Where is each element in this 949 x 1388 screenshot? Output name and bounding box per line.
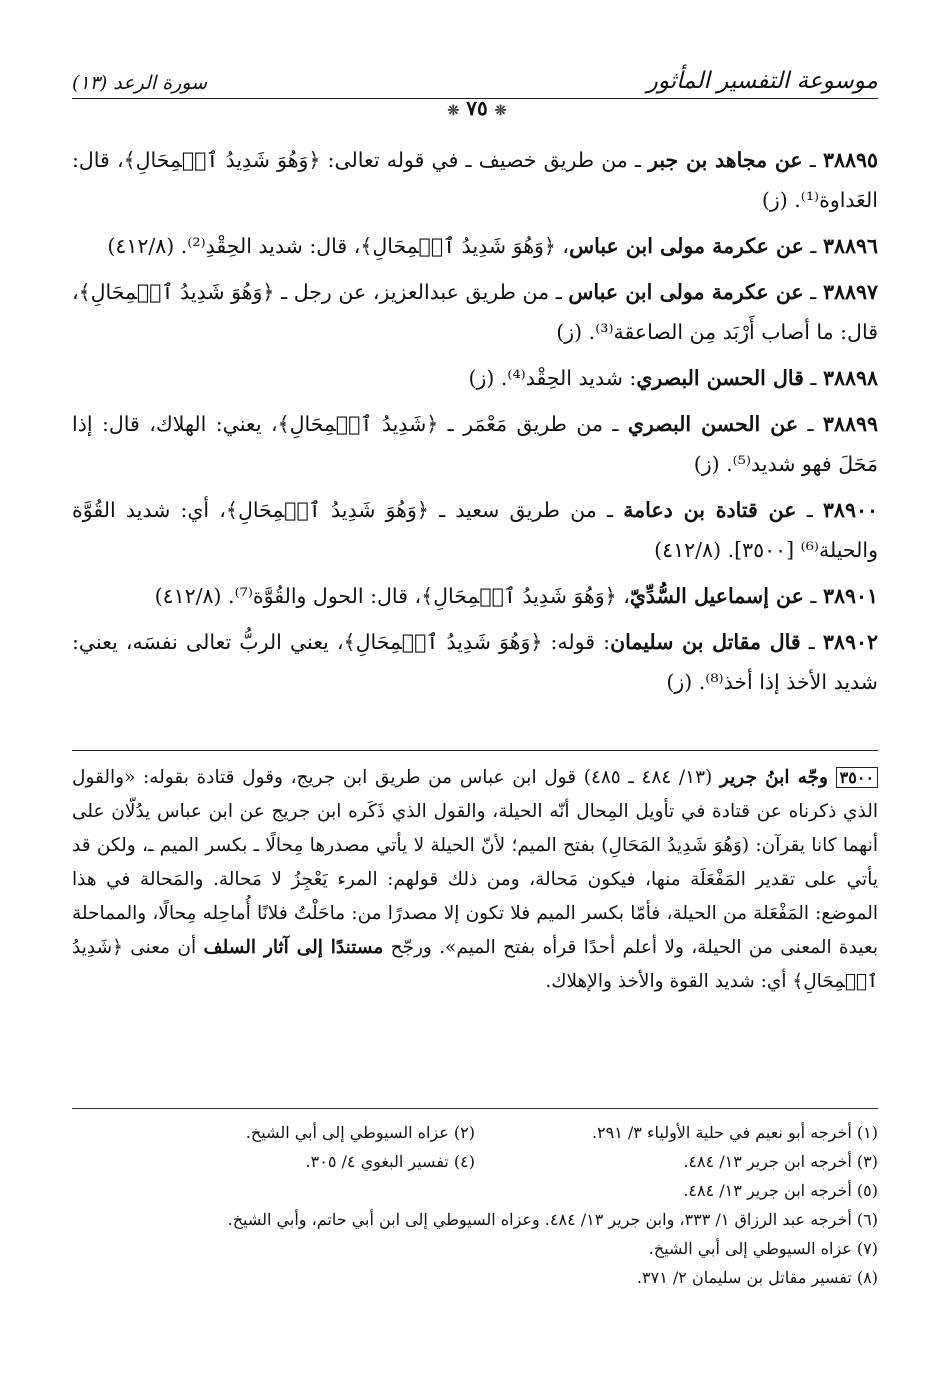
narration-text: : قوله: ﴿وَهُوَ شَدِيدُ ٱلۡمِحَالِ﴾، يعني الربُّ تعالى نفسَه، يعني: شديد الأخذ إذا أخذ⁽⁸⁾. (ز) — [72, 630, 878, 694]
commentary-lead: وجّه ابنُ جرير — [719, 767, 828, 788]
narration-text: : شديد الحِقْد⁽⁴⁾. (ز) — [468, 366, 637, 390]
page-number: ٧٥ — [466, 96, 488, 120]
narrator-name: قال الحسن البصري — [636, 366, 804, 390]
narration-item: ٣٨٩٠١ ـ عن إسماعيل السُّدِّيّ، ﴿وَهُوَ شَدِيدُ ٱلۡمِحَالِ﴾، قال: الحول والقُوَّة⁽⁷⁾. (٤١٢/٨) — [154, 584, 878, 608]
header-rule — [72, 98, 878, 99]
narration-item: ٣٨٨٩٥ ـ عن مجاهد بن جبر ـ من طريق خصيف ـ في قوله تعالى: ﴿وَهُوَ شَدِيدُ ٱلۡمِحَالِ﴾، قال: العَداوة⁽¹⁾. (ز) — [72, 148, 878, 212]
narrator-name: عن الحسن البصري — [627, 412, 799, 436]
footnote: (٣) أخرجه ابن جرير ١٣/ ٤٨٤. — [683, 1152, 878, 1171]
narration-text: ـ من طريق خصيف ـ في قوله تعالى: ﴿وَهُوَ شَدِيدُ ٱلۡمِحَالِ﴾، قال: العَداوة⁽¹⁾. (ز) — [72, 148, 878, 212]
commentary-block — [72, 750, 878, 999]
narration-text: ، ﴿وَهُوَ شَدِيدُ ٱلۡمِحَالِ﴾، قال: الحول والقُوَّة⁽⁷⁾. (٤١٢/٨) — [154, 584, 630, 608]
narration-item: ٣٨٨٩٦ ـ عن عكرمة مولى ابن عباس، ﴿وَهُوَ شَدِيدُ ٱلۡمِحَالِ﴾، قال: شديد الحِقْدِ⁽²⁾. (٤١٢/٨) — [107, 234, 878, 258]
narrations — [72, 140, 878, 708]
narration-item: ٣٨٩٠٠ ـ عن قتادة بن دعامة ـ من طريق سعيد ـ ﴿وَهُوَ شَدِيدُ ٱلۡمِحَالِ﴾، أي: شديد القُوَّة والحيلة⁽⁶⁾ [٣٥٠٠]. (٤١٢/٨) — [72, 498, 878, 562]
narrator-name: عن عكرمة مولى ابن عباس — [568, 280, 804, 304]
narration-number: ٣٨٨٩٩ — [822, 412, 878, 436]
footnote: (١) أخرجه أبو نعيم في حلية الأولياء ٣/ ٢٩١. — [591, 1123, 878, 1142]
footnote: (٧) عزاه السيوطي إلى أبي الشيخ. — [648, 1239, 878, 1258]
narrator-name: عن إسماعيل السُّدِّيّ — [629, 584, 804, 608]
narrator-name: عن عكرمة مولى ابن عباس — [569, 234, 804, 258]
narration-text: ، ﴿وَهُوَ شَدِيدُ ٱلۡمِحَالِ﴾، قال: شديد الحِقْدِ⁽²⁾. (٤١٢/٨) — [107, 234, 570, 258]
narration-number: ٣٨٩٠٠ — [822, 498, 878, 522]
narration-text: ـ من طريق مَعْمَر ـ ﴿شَدِيدُ ٱلۡمِحَالِ﴾، يعني: الهلاك، قال: إذا مَحَلَ فهو شديد⁽⁵⁾. (ز) — [72, 412, 878, 476]
narration-item: ٣٨٨٩٨ ـ قال الحسن البصري: شديد الحِقْد⁽⁴⁾. (ز) — [468, 366, 878, 390]
footnote-rule — [72, 1108, 878, 1109]
narration-text: ـ من طريق سعيد ـ ﴿وَهُوَ شَدِيدُ ٱلۡمِحَالِ﴾، أي: شديد القُوَّة والحيلة⁽⁶⁾ [٣٥٠٠]. (٤١٢/٨) — [72, 498, 878, 562]
footnote: (٦) أخرجه عبد الرزاق ١/ ٣٣٣، وابن جرير ١٣/ ٤٨٤. وعزاه السيوطي إلى ابن أبي حاتم، وأبي الشيخ. — [227, 1210, 878, 1229]
narration-text: ـ من طريق عبدالعزيز، عن رجل ـ ﴿وَهُوَ شَدِيدُ ٱلۡمِحَالِ﴾، قال: ما أصاب أَرْبَد مِن الصاعقة⁽³⁾. (ز) — [72, 280, 878, 344]
ornament-icon: ❊ — [447, 103, 460, 119]
page-header — [72, 66, 878, 126]
narration-item: ٣٨٨٩٧ ـ عن عكرمة مولى ابن عباس ـ من طريق عبدالعزيز، عن رجل ـ ﴿وَهُوَ شَدِيدُ ٱلۡمِحَالِ﴾، قال: ما أصاب أَرْبَد مِن الصاعقة⁽³⁾. (ز) — [72, 280, 878, 344]
narration-item: ٣٨٩٠٢ ـ قال مقاتل بن سليمان: قوله: ﴿وَهُوَ شَدِيدُ ٱلۡمِحَالِ﴾، يعني الربُّ تعالى نفسَه، يعني: شديد الأخذ إذا أخذ⁽⁸⁾. (ز) — [72, 630, 878, 694]
narration-number: ٣٨٨٩٥ — [822, 148, 878, 172]
page-number-block — [422, 96, 532, 120]
narration-number: ٣٨٨٩٦ — [822, 234, 878, 258]
surah-title: سورة الرعد (١٣) — [72, 72, 208, 94]
footnote: (٥) أخرجه ابن جرير ١٣/ ٤٨٤. — [683, 1181, 878, 1200]
narration-item: ٣٨٨٩٩ ـ عن الحسن البصري ـ من طريق مَعْمَر ـ ﴿شَدِيدُ ٱلۡمِحَالِ﴾، يعني: الهلاك، قال: إذا مَحَلَ فهو شديد⁽⁵⁾. (ز) — [72, 412, 878, 476]
footnote: (٨) تفسير مقاتل بن سليمان ٢/ ٣٧١. — [636, 1268, 878, 1287]
footnote: (٤) تفسير البغوي ٤/ ٣٠٥. — [305, 1152, 475, 1171]
commentary-number-box: ٣٥٠٠ — [836, 767, 878, 788]
narration-number: ٣٨٨٩٨ — [822, 366, 878, 390]
commentary-rule — [72, 750, 878, 751]
footnote-row — [72, 1147, 878, 1176]
commentary-tail: أن معنى ﴿شَدِيدُ ٱلۡمِحَالِ﴾ أي: شديد القوة والأخذ والإهلاك. — [72, 937, 878, 992]
narration-number: ٣٨٨٩٧ — [822, 280, 878, 304]
narration-number: ٣٨٩٠١ — [822, 584, 878, 608]
commentary-bold-end: مستندًا إلى آثار السلف — [203, 937, 384, 958]
ornament-icon: ❊ — [494, 103, 507, 119]
footnote-row — [72, 1118, 878, 1147]
commentary-text: (١٣/ ٤٨٤ ـ ٤٨٥) قول ابن عباس من طريق ابن جريج، وقول قتادة بقوله: «والقول الذي ذكرناه عن قتادة في تأويل المِحال أنّه الحيلة، والقول الذي ذَكَره ابن جريج عن ابن عباس يدُلّان على أنهما كانا يقرآن: (وَهُوَ شَدِيدُ المَحَالِ) بفتح الميم؛ لأنّ الحيلة لا يأتي مصدرها مِحالًا ـ بكسر الميم ـ، ولكن قد يأتي على تقدير المَفْعَلَة منها، فيكون مَحالة، ومن ذلك قولهم: المرء يَعْجِزُ لا مَحالة. والمَحالة في هذا الموضع: المَفْعَلة من الحيلة، فأمّا بكسر الميم فلا تكون إلا مصدرًا من: ماحَلْتُ فلانًا أُماحِله مِحالًا، والمماحلة بعيدة المعنى من الحيلة، ولا أعلم أحدًا قرأه بفتح الميم». ورجّح — [72, 767, 878, 958]
footnotes — [72, 1118, 878, 1292]
narrator-name: عن قتادة بن دعامة — [623, 498, 797, 522]
book-title: موسوعة التفسير المأثور — [646, 68, 878, 94]
narrator-name: قال مقاتل بن سليمان — [610, 630, 801, 654]
narration-number: ٣٨٩٠٢ — [822, 630, 878, 654]
narrator-name: عن مجاهد بن جبر — [648, 148, 803, 172]
footnote: (٢) عزاه السيوطي إلى أبي الشيخ. — [245, 1123, 475, 1142]
